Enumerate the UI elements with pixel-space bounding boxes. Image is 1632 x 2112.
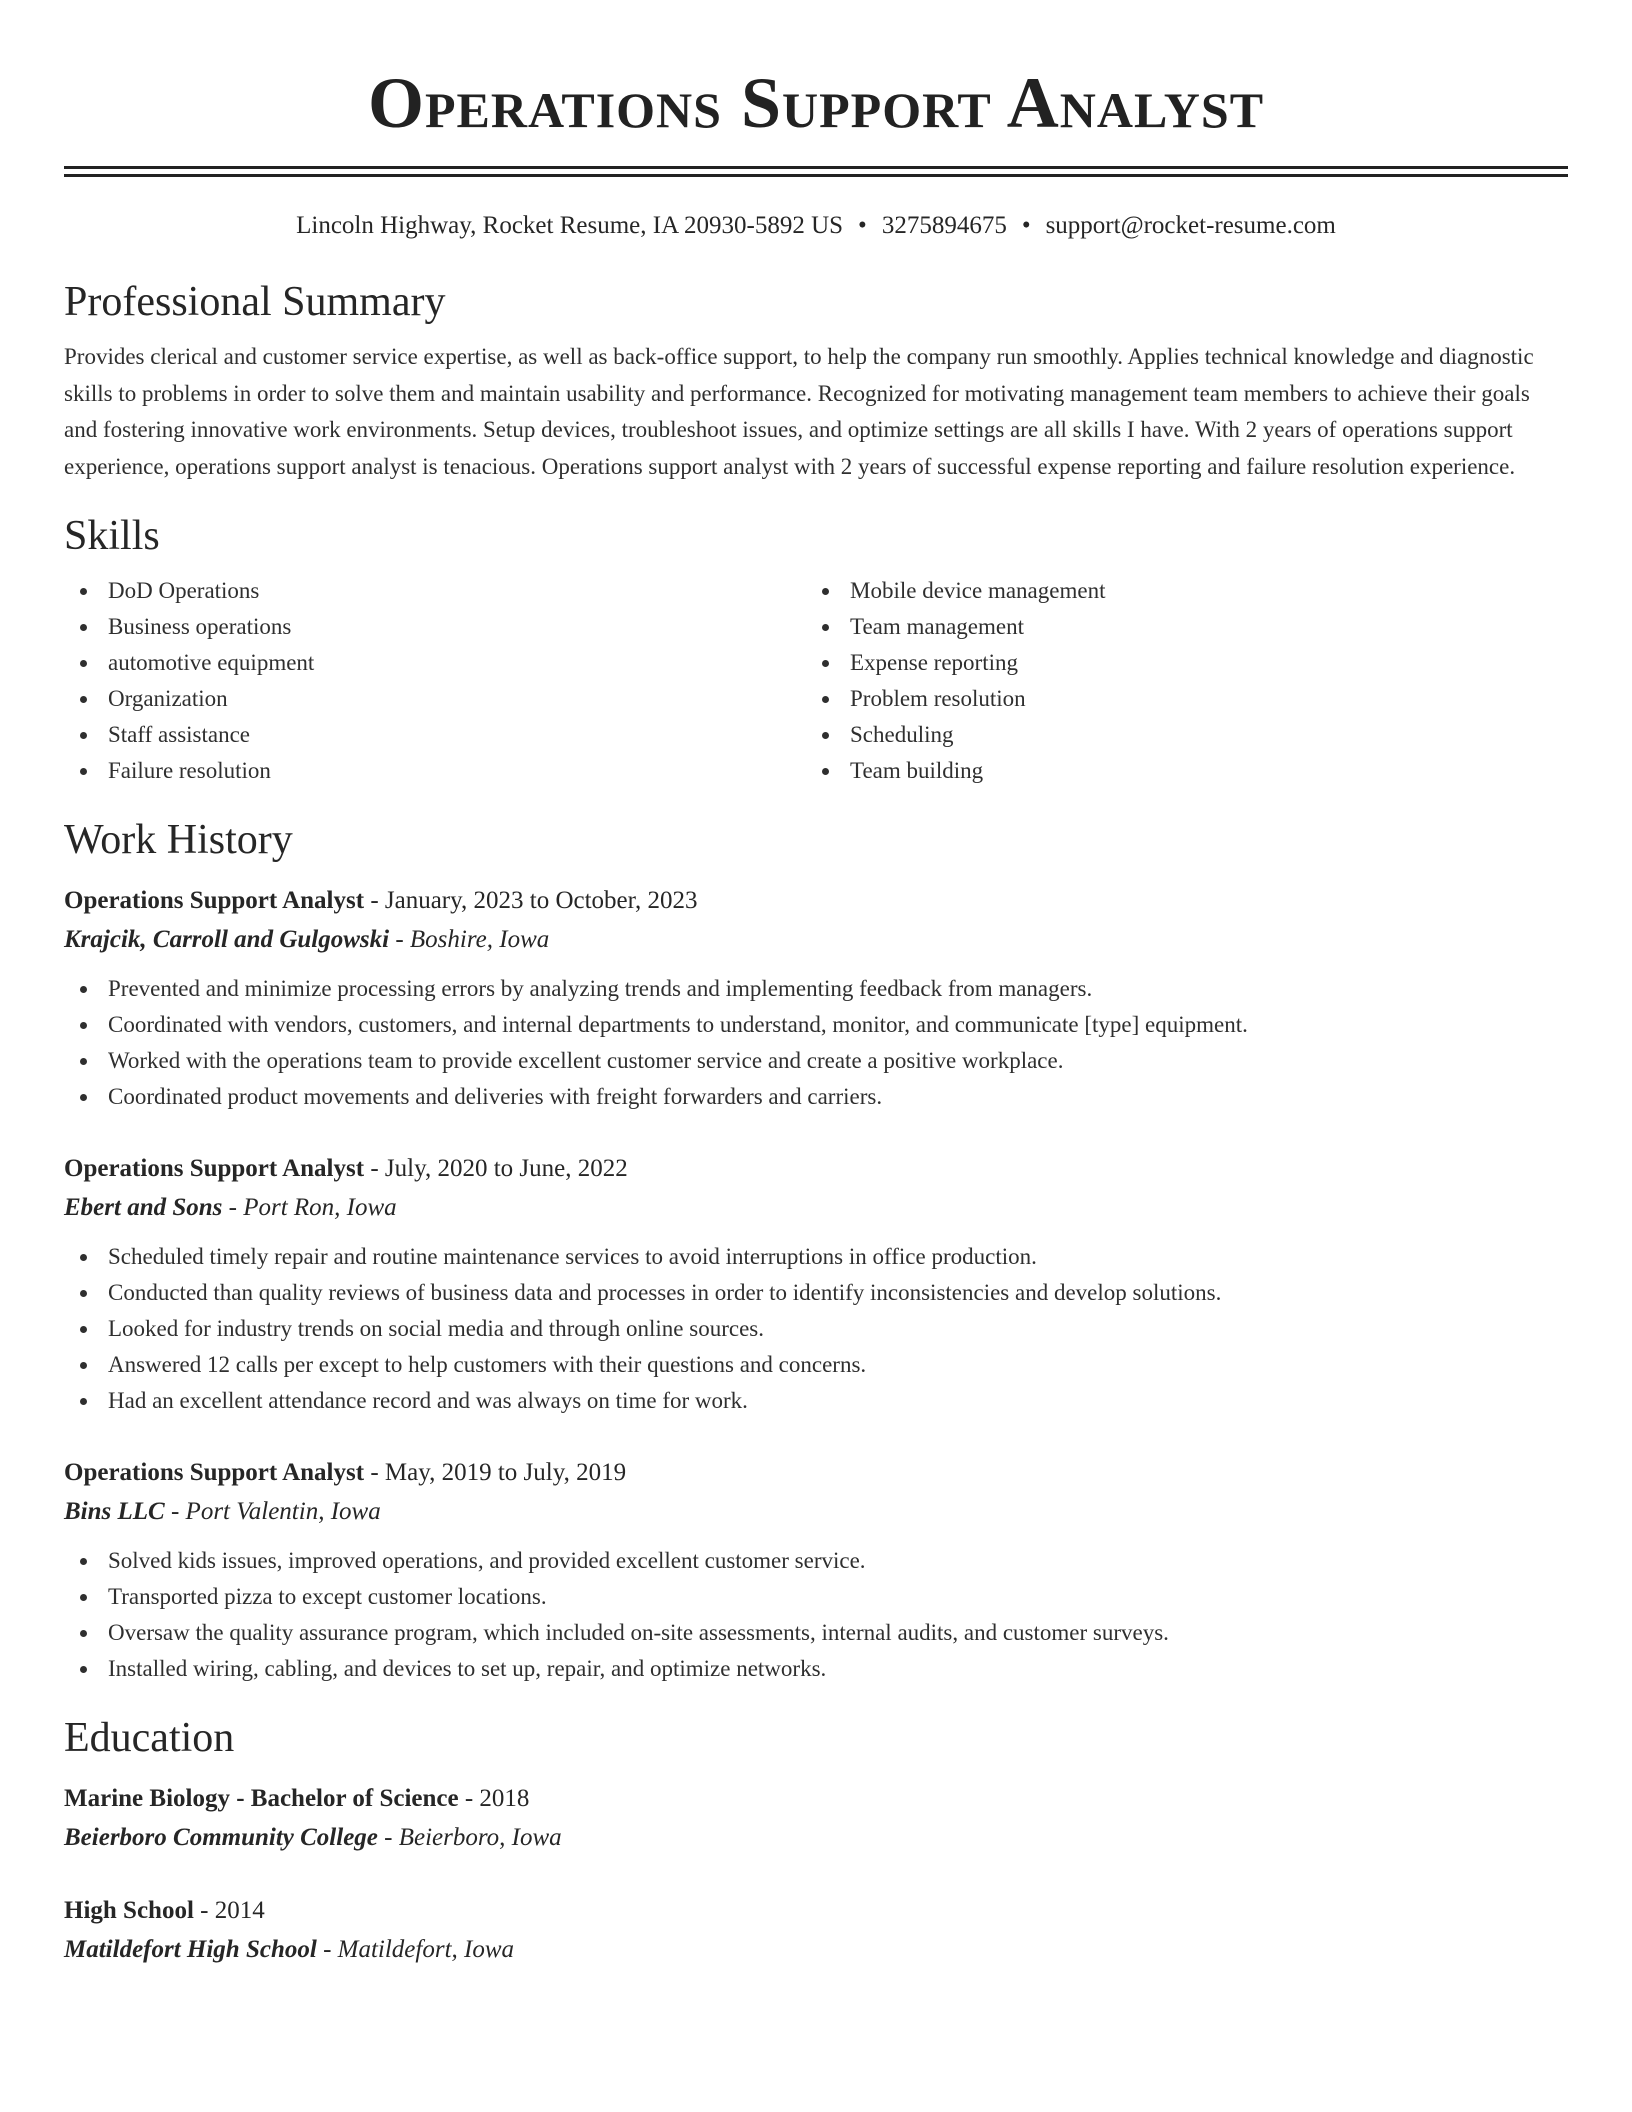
degree-year: - 2018 (464, 1785, 530, 1812)
bullet-icon (80, 1022, 87, 1029)
employer-line (64, 1493, 1568, 1531)
bullet-icon (80, 660, 87, 667)
bullet-icon (80, 624, 87, 631)
skill-item (64, 681, 806, 717)
duty-item (64, 1579, 1568, 1615)
duty-item (64, 971, 1568, 1007)
skill-item (806, 681, 1548, 717)
duty-text: Installed wiring, cabling, and devices to set up, repair, and optimize networks. (108, 1656, 827, 1681)
skill-label: Scheduling (850, 722, 954, 747)
skill-label: Organization (108, 686, 228, 711)
bullet-icon (80, 1558, 87, 1565)
degree-line (64, 1891, 1568, 1931)
duty-text: Oversaw the quality assurance program, which included on-site assessments, internal audits, and customer surveys. (108, 1620, 1169, 1645)
duty-text: Transported pizza to except customer locations. (108, 1584, 547, 1609)
resume-title: Operations Support Analyst (367, 63, 1265, 143)
title-divider-thick (64, 166, 1568, 169)
skills-column-left (64, 573, 806, 789)
bullet-icon (822, 696, 829, 703)
education-entry (64, 1891, 1568, 1969)
education-heading: Education (64, 1715, 235, 1761)
duty-item (64, 1651, 1568, 1687)
duty-item (64, 1615, 1568, 1651)
employer-location: - Port Ron, Iowa (228, 1194, 397, 1221)
skill-item (64, 645, 806, 681)
employer-location: - Boshire, Iowa (395, 926, 550, 953)
bullet-icon (80, 986, 87, 993)
contact-separator: • (858, 212, 867, 239)
bullet-icon (80, 588, 87, 595)
skill-label: Mobile device management (850, 578, 1106, 603)
skill-label: automotive equipment (108, 650, 315, 675)
skill-item (806, 609, 1548, 645)
skill-label: Problem resolution (850, 686, 1026, 711)
skill-item (806, 573, 1548, 609)
education-entry (64, 1779, 1568, 1857)
contact-line (64, 211, 1568, 241)
bullet-icon (80, 1326, 87, 1333)
duty-item (64, 1275, 1568, 1311)
duty-text: Solved kids issues, improved operations, and provided excellent customer service. (108, 1548, 866, 1573)
school-location: - Matildefort, Iowa (323, 1936, 515, 1963)
skill-item (806, 717, 1548, 753)
bullet-icon (822, 768, 829, 775)
skill-label: Business operations (108, 614, 292, 639)
bullet-icon (80, 1094, 87, 1101)
skills-list-right (806, 573, 1548, 789)
job-duties (64, 1543, 1568, 1687)
job-duties (64, 971, 1568, 1115)
bullet-icon (80, 732, 87, 739)
duty-text: Coordinated product movements and deliveries with freight forwarders and carriers. (108, 1084, 883, 1109)
duty-item (64, 1007, 1568, 1043)
bullet-icon (822, 588, 829, 595)
skill-item (806, 645, 1548, 681)
job-title-line (64, 1453, 1568, 1493)
skill-item (806, 753, 1548, 789)
bullet-icon (80, 1290, 87, 1297)
skill-item (64, 753, 806, 789)
employer-location: - Port Valentin, Iowa (170, 1498, 381, 1525)
duty-item (64, 1079, 1568, 1115)
employer-name: Ebert and Sons (64, 1194, 223, 1221)
bullet-icon (822, 732, 829, 739)
duty-text: Prevented and minimize processing errors by analyzing trends and implementing feedback from managers. (108, 976, 1093, 1001)
employer-line (64, 921, 1568, 959)
skills-column-right (806, 573, 1548, 789)
duty-text: Coordinated with vendors, customers, and internal departments to understand, monitor, and communicate [type] equipment. (108, 1012, 1248, 1037)
job-entry (64, 881, 1568, 1115)
duty-item (64, 1383, 1568, 1419)
skill-label: Team building (850, 758, 984, 783)
duty-text: Conducted than quality reviews of business data and processes in order to identify inconsistencies and develop solutions. (108, 1280, 1222, 1305)
skill-label: Expense reporting (850, 650, 1018, 675)
bullet-icon (822, 624, 829, 631)
duty-item (64, 1543, 1568, 1579)
school-name: Matildefort High School (64, 1936, 317, 1963)
contact-address: Lincoln Highway, Rocket Resume, IA 20930-5892 US (296, 212, 844, 239)
skills-list-left (64, 573, 806, 789)
job-entry (64, 1149, 1568, 1419)
job-title: Operations Support Analyst (64, 1155, 365, 1182)
employer-name: Krajcik, Carroll and Gulgowski (64, 926, 390, 953)
duty-text: Had an excellent attendance record and was always on time for work. (108, 1388, 748, 1413)
job-entry (64, 1453, 1568, 1687)
skill-item (64, 609, 806, 645)
duty-item (64, 1043, 1568, 1079)
employer-line (64, 1189, 1568, 1227)
job-title: Operations Support Analyst (64, 887, 365, 914)
skills-heading: Skills (64, 513, 160, 559)
school-line (64, 1819, 1568, 1857)
job-dates: - July, 2020 to June, 2022 (370, 1155, 628, 1182)
bullet-icon (80, 768, 87, 775)
skill-label: Staff assistance (108, 722, 251, 747)
school-name: Beierboro Community College (64, 1824, 378, 1851)
job-title-line (64, 1149, 1568, 1189)
skill-label: DoD Operations (108, 578, 260, 603)
work-history-heading: Work History (64, 817, 293, 863)
degree-line (64, 1779, 1568, 1819)
job-duties (64, 1239, 1568, 1419)
contact-phone: 3275894675 (881, 212, 1007, 239)
job-title-line (64, 881, 1568, 921)
title-divider-thin (64, 174, 1568, 177)
skill-item (64, 573, 806, 609)
job-dates: - May, 2019 to July, 2019 (370, 1459, 627, 1486)
job-dates: - January, 2023 to October, 2023 (370, 887, 698, 914)
skill-item (64, 717, 806, 753)
duty-item (64, 1239, 1568, 1275)
job-title: Operations Support Analyst (64, 1459, 365, 1486)
contact-separator: • (1021, 212, 1031, 239)
degree-name: Marine Biology - Bachelor of Science (64, 1785, 459, 1812)
duty-text: Scheduled timely repair and routine maintenance services to avoid interruptions in office production. (108, 1244, 1037, 1269)
duty-text: Looked for industry trends on social media and through online sources. (108, 1316, 764, 1341)
duty-text: Answered 12 calls per except to help customers with their questions and concerns. (108, 1352, 867, 1377)
bullet-icon (80, 696, 87, 703)
degree-name: High School (64, 1897, 194, 1924)
bullet-icon (80, 1630, 87, 1637)
bullet-icon (80, 1362, 87, 1369)
bullet-icon (80, 1058, 87, 1065)
skill-label: Team management (850, 614, 1025, 639)
bullet-icon (822, 660, 829, 667)
bullet-icon (80, 1666, 87, 1673)
duty-text: Worked with the operations team to provide excellent customer service and create a positive workplace. (108, 1048, 1064, 1073)
skills-columns (64, 573, 1568, 789)
summary-text: Provides clerical and customer service expertise, as well as back-office support, to help the company run smoothly. Applies technical knowledge and diagnostic skills to problems in order to solve them and maintain usability and performance. Recognized for motivating management team members to achieve their goals and fostering innovative work environments. Setup devices, troubleshoot issues, and optimize settings are all skills I have. With 2 years of operations support experience, operations support analyst is tenacious. Operations support analyst with 2 years of successful expense reporting and failure resolution experience. (64, 344, 1534, 479)
contact-email: support@rocket-resume.com (1045, 212, 1336, 239)
school-location: - Beierboro, Iowa (384, 1824, 562, 1851)
bullet-icon (80, 1398, 87, 1405)
duty-item (64, 1311, 1568, 1347)
bullet-icon (80, 1254, 87, 1261)
duty-item (64, 1347, 1568, 1383)
school-line (64, 1931, 1568, 1969)
bullet-icon (80, 1594, 87, 1601)
degree-year: - 2014 (200, 1897, 265, 1924)
employer-name: Bins LLC (64, 1498, 165, 1525)
skill-label: Failure resolution (108, 758, 271, 783)
summary-heading: Professional Summary (64, 279, 446, 325)
